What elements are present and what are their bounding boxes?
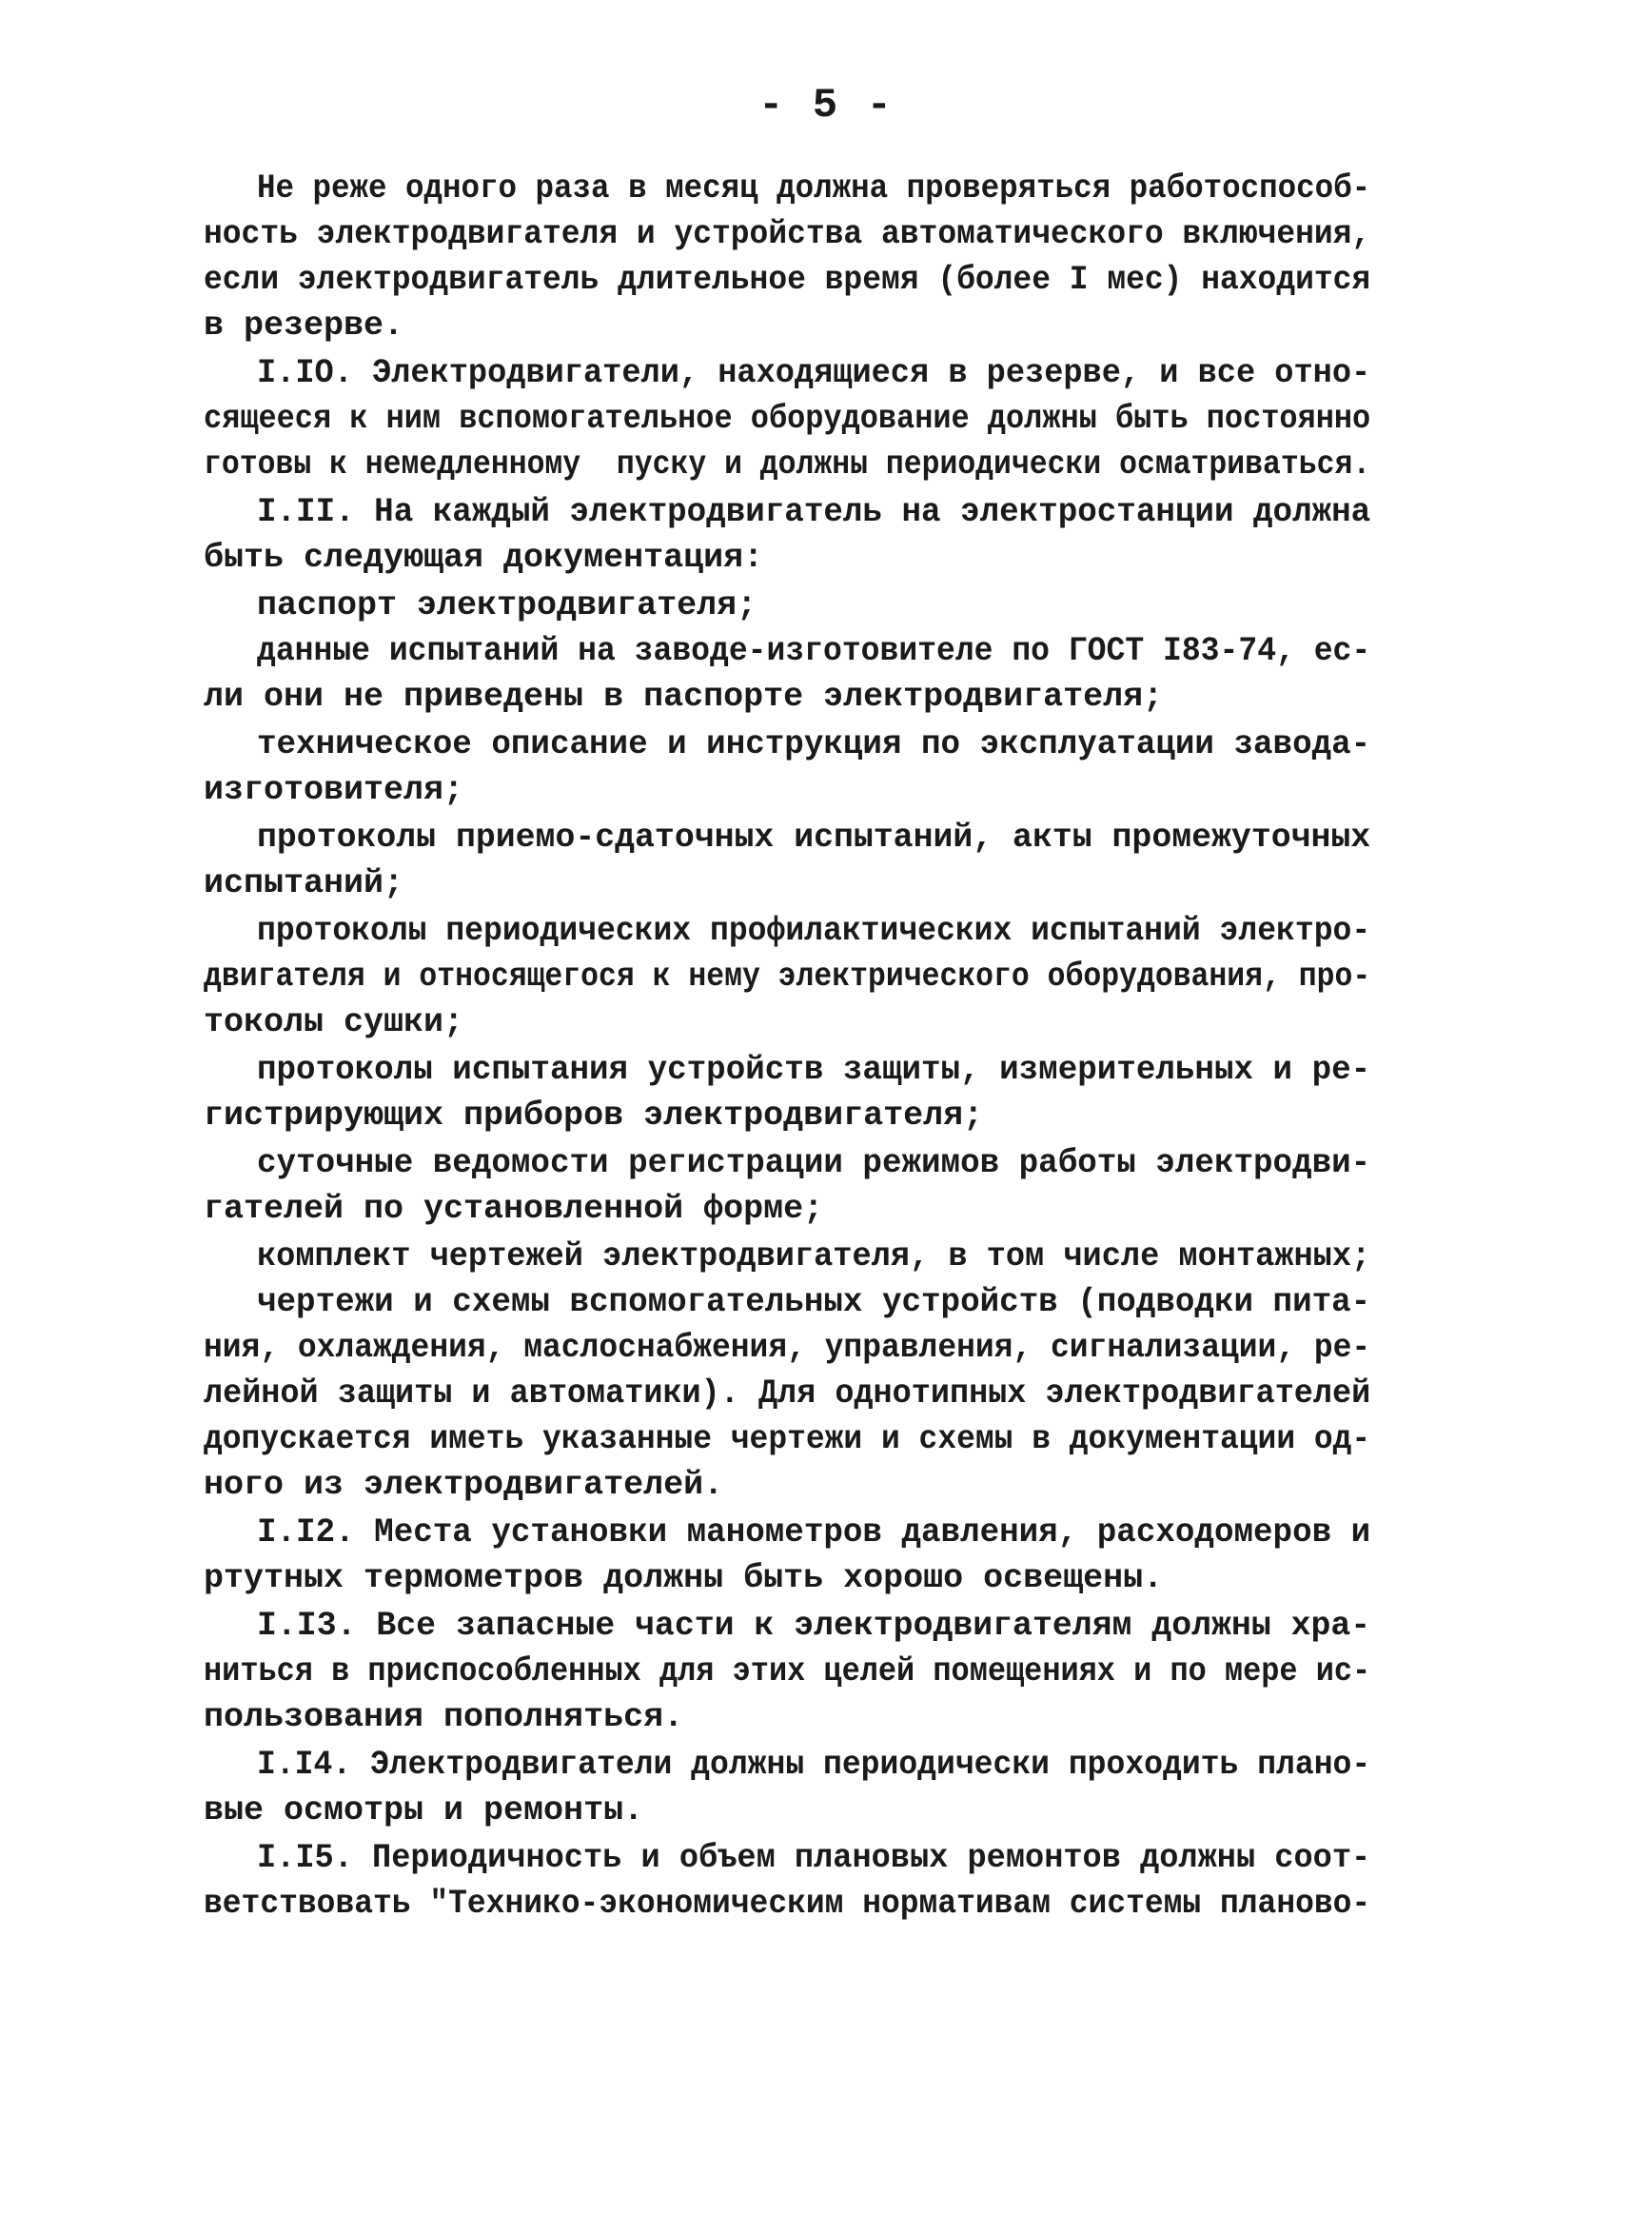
text-line: протоколы периодических профилактических испытаний электро-: [257, 912, 1371, 950]
text-line: допускается иметь указанные чертежи и схемы в документации од-: [204, 1420, 1371, 1458]
text-line: изготовителя;: [204, 771, 464, 809]
text-line: ниться в приспособленных для этих целей помещениях и по мере ис-: [204, 1652, 1371, 1690]
text-line: I.I2. Места установки манометров давления, расходомеров и: [257, 1513, 1371, 1552]
text-line: быть следующая документация:: [204, 539, 764, 577]
text-line: данные испытаний на заводе-изготовителе по ГОСТ I83-74, ес-: [257, 632, 1371, 670]
text-line: I.IO. Электродвигатели, находящиеся в резерве, и все отно-: [257, 354, 1371, 392]
text-line: чертежи и схемы вспомогательных устройств (подводки пита-: [257, 1283, 1371, 1321]
text-line: протоколы приемо-сдаточных испытаний, акты промежуточных: [257, 819, 1371, 857]
text-line: токолы сушки;: [204, 1003, 464, 1041]
text-line: испытаний;: [204, 864, 404, 902]
text-line: паспорт электродвигателя;: [257, 586, 757, 624]
text-line: гателей по установленной форме;: [204, 1190, 824, 1228]
text-line: I.I4. Электродвигатели должны периодически проходить плано-: [257, 1746, 1371, 1784]
text-line: пользования пополняться.: [204, 1698, 684, 1736]
text-line: ветствовать "Технико-экономическим нормативам системы планово-: [204, 1885, 1371, 1923]
text-line: в резерве.: [204, 306, 404, 345]
text-line: лейной защиты и автоматики). Для однотипных электродвигателей: [204, 1374, 1371, 1413]
text-line: протоколы испытания устройств защиты, измерительных и ре-: [257, 1051, 1371, 1089]
text-line: I.I3. Все запасные части к электродвигателям должны хра-: [257, 1607, 1371, 1645]
text-line: техническое описание и инструкция по эксплуатации завода-: [257, 725, 1371, 763]
text-line: ность электродвигателя и устройства автоматического включения,: [204, 215, 1371, 253]
text-line: готовы к немедленному пуску и должны периодически осматриваться.: [204, 445, 1371, 484]
text-line: гистрирующих приборов электродвигателя;: [204, 1097, 984, 1135]
text-line: ния, охлаждения, маслоснабжения, управления, сигнализации, ре-: [204, 1329, 1371, 1367]
text-line: I.I5. Периодичность и объем плановых ремонтов должны соот-: [257, 1839, 1371, 1877]
text-line: Не реже одного раза в месяц должна проверяться работоспособ-: [257, 169, 1371, 208]
text-line: ного из электродвигателей.: [204, 1466, 724, 1504]
text-line: комплект чертежей электродвигателя, в том числе монтажных;: [257, 1237, 1371, 1275]
text-line: вые осмотры и ремонты.: [204, 1791, 644, 1829]
text-line: I.II. На каждый электродвигатель на электростанции должна: [257, 493, 1371, 531]
text-line: ли они не приведены в паспорте электродвигателя;: [204, 678, 1164, 716]
text-line: суточные ведомости регистрации режимов работы электродви-: [257, 1144, 1371, 1182]
text-line: двигателя и относящегося к нему электрического оборудования, про-: [204, 958, 1371, 996]
text-line: если электродвигатель длительное время (более I мес) находится: [204, 261, 1371, 299]
text-line: ртутных термометров должны быть хорошо освещены.: [204, 1559, 1164, 1597]
text-line: сящееся к ним вспомогательное оборудование должны быть постоянно: [204, 400, 1371, 438]
page-number: - 5 -: [757, 82, 895, 129]
